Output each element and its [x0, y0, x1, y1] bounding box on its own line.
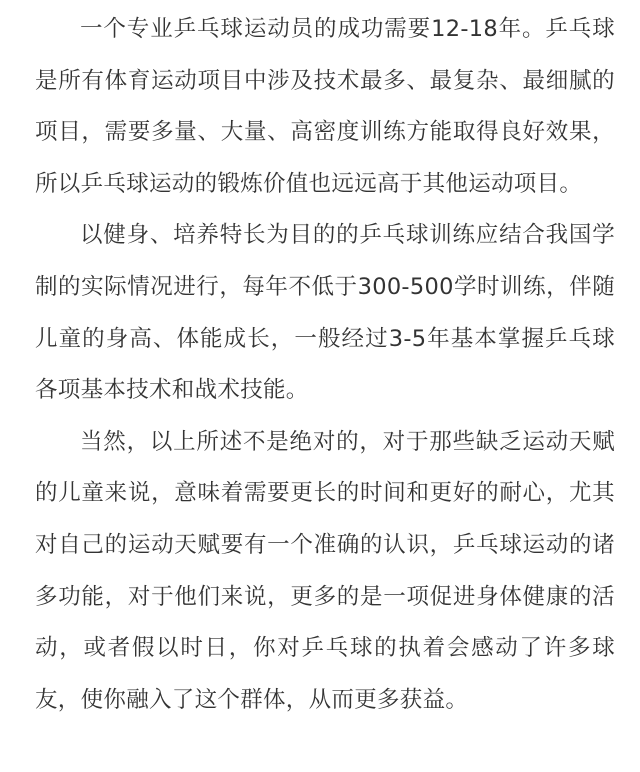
paragraph-talent-note: 当然，以上所述不是绝对的，对于那些缺乏运动天赋的儿童来说，意味着需要更长的时间和更好的耐心，尤其对自己的运动天赋要有一个准确的认识，乒乓球运动的诸多功能，对于他们来说，更多的是一项促进身体健康的活动，或者假以时日，你对乒乓球的执着会感动了许多球友，使你融入了这个群体，从而更多获益。: [35, 428, 615, 713]
article-body: [35, 4, 615, 726]
paragraph-training-duration: 一个专业乒乓球运动员的成功需要12-18年。乒乓球是所有体育运动项目中涉及技术最多、最复杂、最细腻的项目，需要多量、大量、高密度训练方能取得良好效果，所以乒乓球运动的锻炼价值也远远高于其他运动项目。: [35, 16, 615, 197]
paragraph-fitness-training: 以健身、培养特长为目的的乒乓球训练应结合我国学制的实际情况进行，每年不低于300-500学时训练，伴随儿童的身高、体能成长，一般经过3-5年基本掌握乒乓球各项基本技术和战术技能。: [35, 222, 615, 404]
